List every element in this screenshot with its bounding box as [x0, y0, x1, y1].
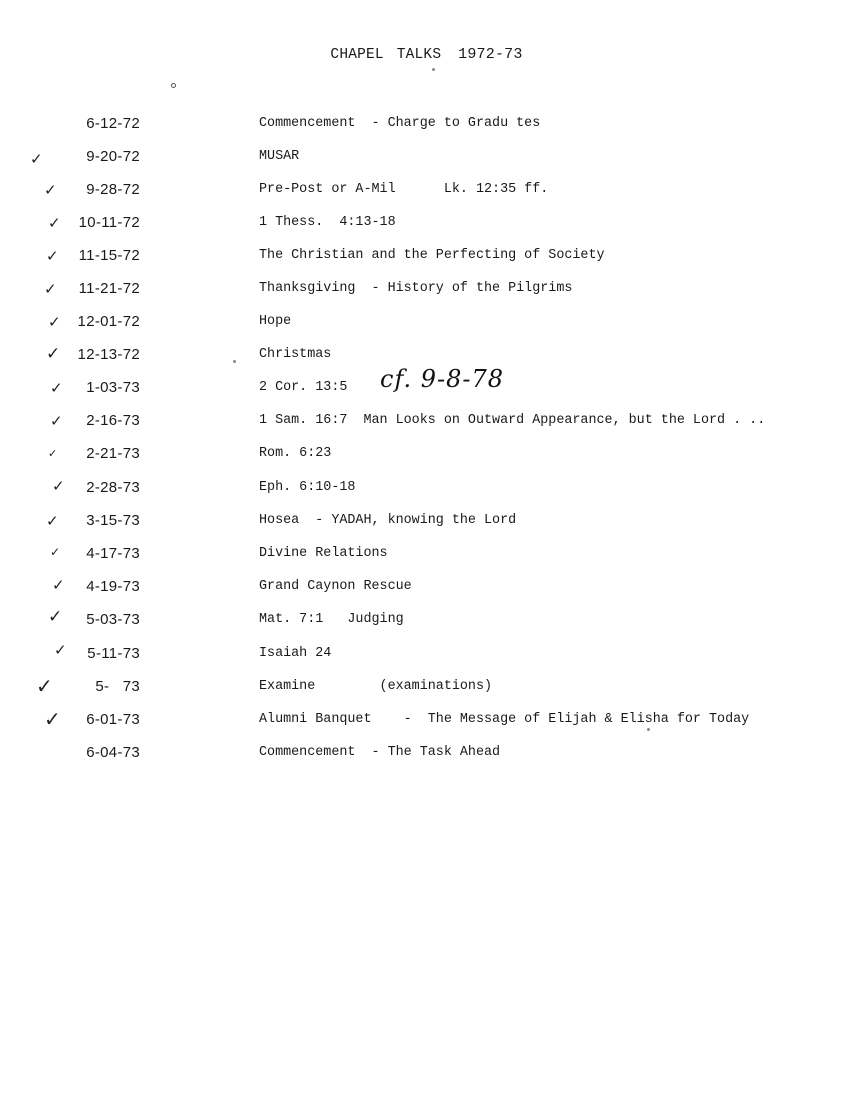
talk-title: Commencement - The Task Ahead: [259, 745, 501, 760]
talk-row: [0, 578, 853, 602]
talk-date: 11-15-72: [78, 247, 140, 264]
talk-title: Alumni Banquet - The Message of Elijah & Elisha for Today: [259, 712, 750, 727]
talk-row: [0, 707, 853, 735]
talk-row: [0, 512, 853, 536]
talk-date: 10-11-72: [78, 214, 140, 231]
talk-date: 1-03-73: [86, 379, 140, 396]
talk-title: 1 Thess. 4:13-18: [259, 215, 396, 230]
check-mark-icon: ✓: [48, 607, 63, 627]
talk-title: Eph. 6:10-18: [259, 480, 356, 495]
handwritten-note: cf. 9-8-78: [380, 365, 505, 393]
check-mark-icon: ✓: [54, 641, 67, 659]
talk-row: [0, 247, 853, 271]
talk-row: [0, 115, 853, 139]
talk-date: 4-19-73: [86, 578, 140, 595]
talk-date: 11-21-72: [78, 280, 140, 297]
talk-row: [0, 148, 853, 172]
talk-date: 6-01-73: [86, 711, 140, 728]
talk-title: Christmas: [259, 347, 332, 362]
check-mark-icon: ✓: [50, 379, 63, 397]
check-mark-icon: ✓: [50, 545, 61, 559]
talk-row: [0, 412, 853, 436]
check-mark-icon: ✓: [46, 247, 59, 265]
check-mark-icon: ✓: [44, 181, 57, 199]
check-mark-icon: ✓: [52, 477, 65, 495]
talk-date: 6-12-72: [86, 115, 140, 132]
talk-row: [0, 545, 853, 569]
talk-title: 2 Cor. 13:5: [259, 380, 348, 395]
page-header: [0, 46, 853, 63]
talk-title: MUSAR: [259, 149, 300, 164]
paper-speck: [171, 83, 176, 88]
talk-date: 2-16-73: [86, 412, 140, 429]
talk-date: 5-03-73: [86, 611, 140, 628]
talk-date: 9-28-72: [86, 181, 140, 198]
check-mark-icon: ✓: [48, 214, 61, 232]
check-mark-icon: ✓: [48, 313, 61, 331]
talk-title: The Christian and the Perfecting of Society: [259, 248, 605, 263]
talk-title: Grand Caynon Rescue: [259, 579, 412, 594]
check-mark-icon: ✓: [44, 280, 57, 298]
talk-title: Hope: [259, 314, 292, 329]
talk-row: [0, 674, 853, 702]
talk-row: [0, 365, 853, 403]
check-mark-icon: ✓: [36, 674, 53, 698]
check-mark-icon: ✓: [30, 150, 43, 168]
check-mark-icon: ✓: [48, 447, 58, 460]
talk-date: 12-01-72: [77, 313, 140, 330]
talk-title: 1 Sam. 16:7 Man Looks on Outward Appearance, but the Lord . ..: [259, 413, 766, 428]
talk-title: Pre-Post or A-Mil Lk. 12:35 ff.: [259, 182, 549, 197]
page-title-year: 1972-73: [458, 46, 523, 63]
check-mark-icon: ✓: [46, 512, 59, 530]
talk-row: [0, 280, 853, 304]
talk-row: [0, 445, 853, 469]
talk-row: [0, 313, 853, 337]
check-mark-icon: ✓: [52, 576, 65, 594]
talk-date: 4-17-73: [86, 545, 140, 562]
talk-date: 2-28-73: [86, 479, 140, 496]
talk-row: [0, 479, 853, 503]
talk-title: Examine (examinations): [259, 679, 493, 694]
talk-title: Isaiah 24: [259, 646, 332, 661]
talk-row: [0, 181, 853, 205]
talk-date: 9-20-72: [86, 148, 140, 165]
talk-row: [0, 214, 853, 238]
talk-title: Mat. 7:1 Judging: [259, 612, 404, 627]
talk-row: [0, 744, 853, 768]
talk-title: Hosea - YADAH, knowing the Lord: [259, 513, 517, 528]
talk-date: 12-13-72: [77, 346, 140, 363]
talk-date: 2-21-73: [86, 445, 140, 462]
talk-title: Rom. 6:23: [259, 446, 332, 461]
talk-row: [0, 641, 853, 669]
talk-title: Commencement - Charge to Gradu tes: [259, 116, 541, 131]
paper-speck: [432, 68, 435, 71]
check-mark-icon: ✓: [44, 707, 61, 731]
talk-date: 5-11-73: [87, 645, 140, 662]
check-mark-icon: ✓: [46, 344, 61, 364]
talk-date: 3-15-73: [86, 512, 140, 529]
talk-date: 6-04-73: [86, 744, 140, 761]
check-mark-icon: ✓: [50, 412, 63, 430]
talk-title: Thanksgiving - History of the Pilgrims: [259, 281, 573, 296]
talk-date: 5- 73: [95, 678, 140, 695]
talk-title: Divine Relations: [259, 546, 388, 561]
talk-row: [0, 607, 853, 635]
page-title: CHAPEL TALKS: [330, 47, 442, 63]
